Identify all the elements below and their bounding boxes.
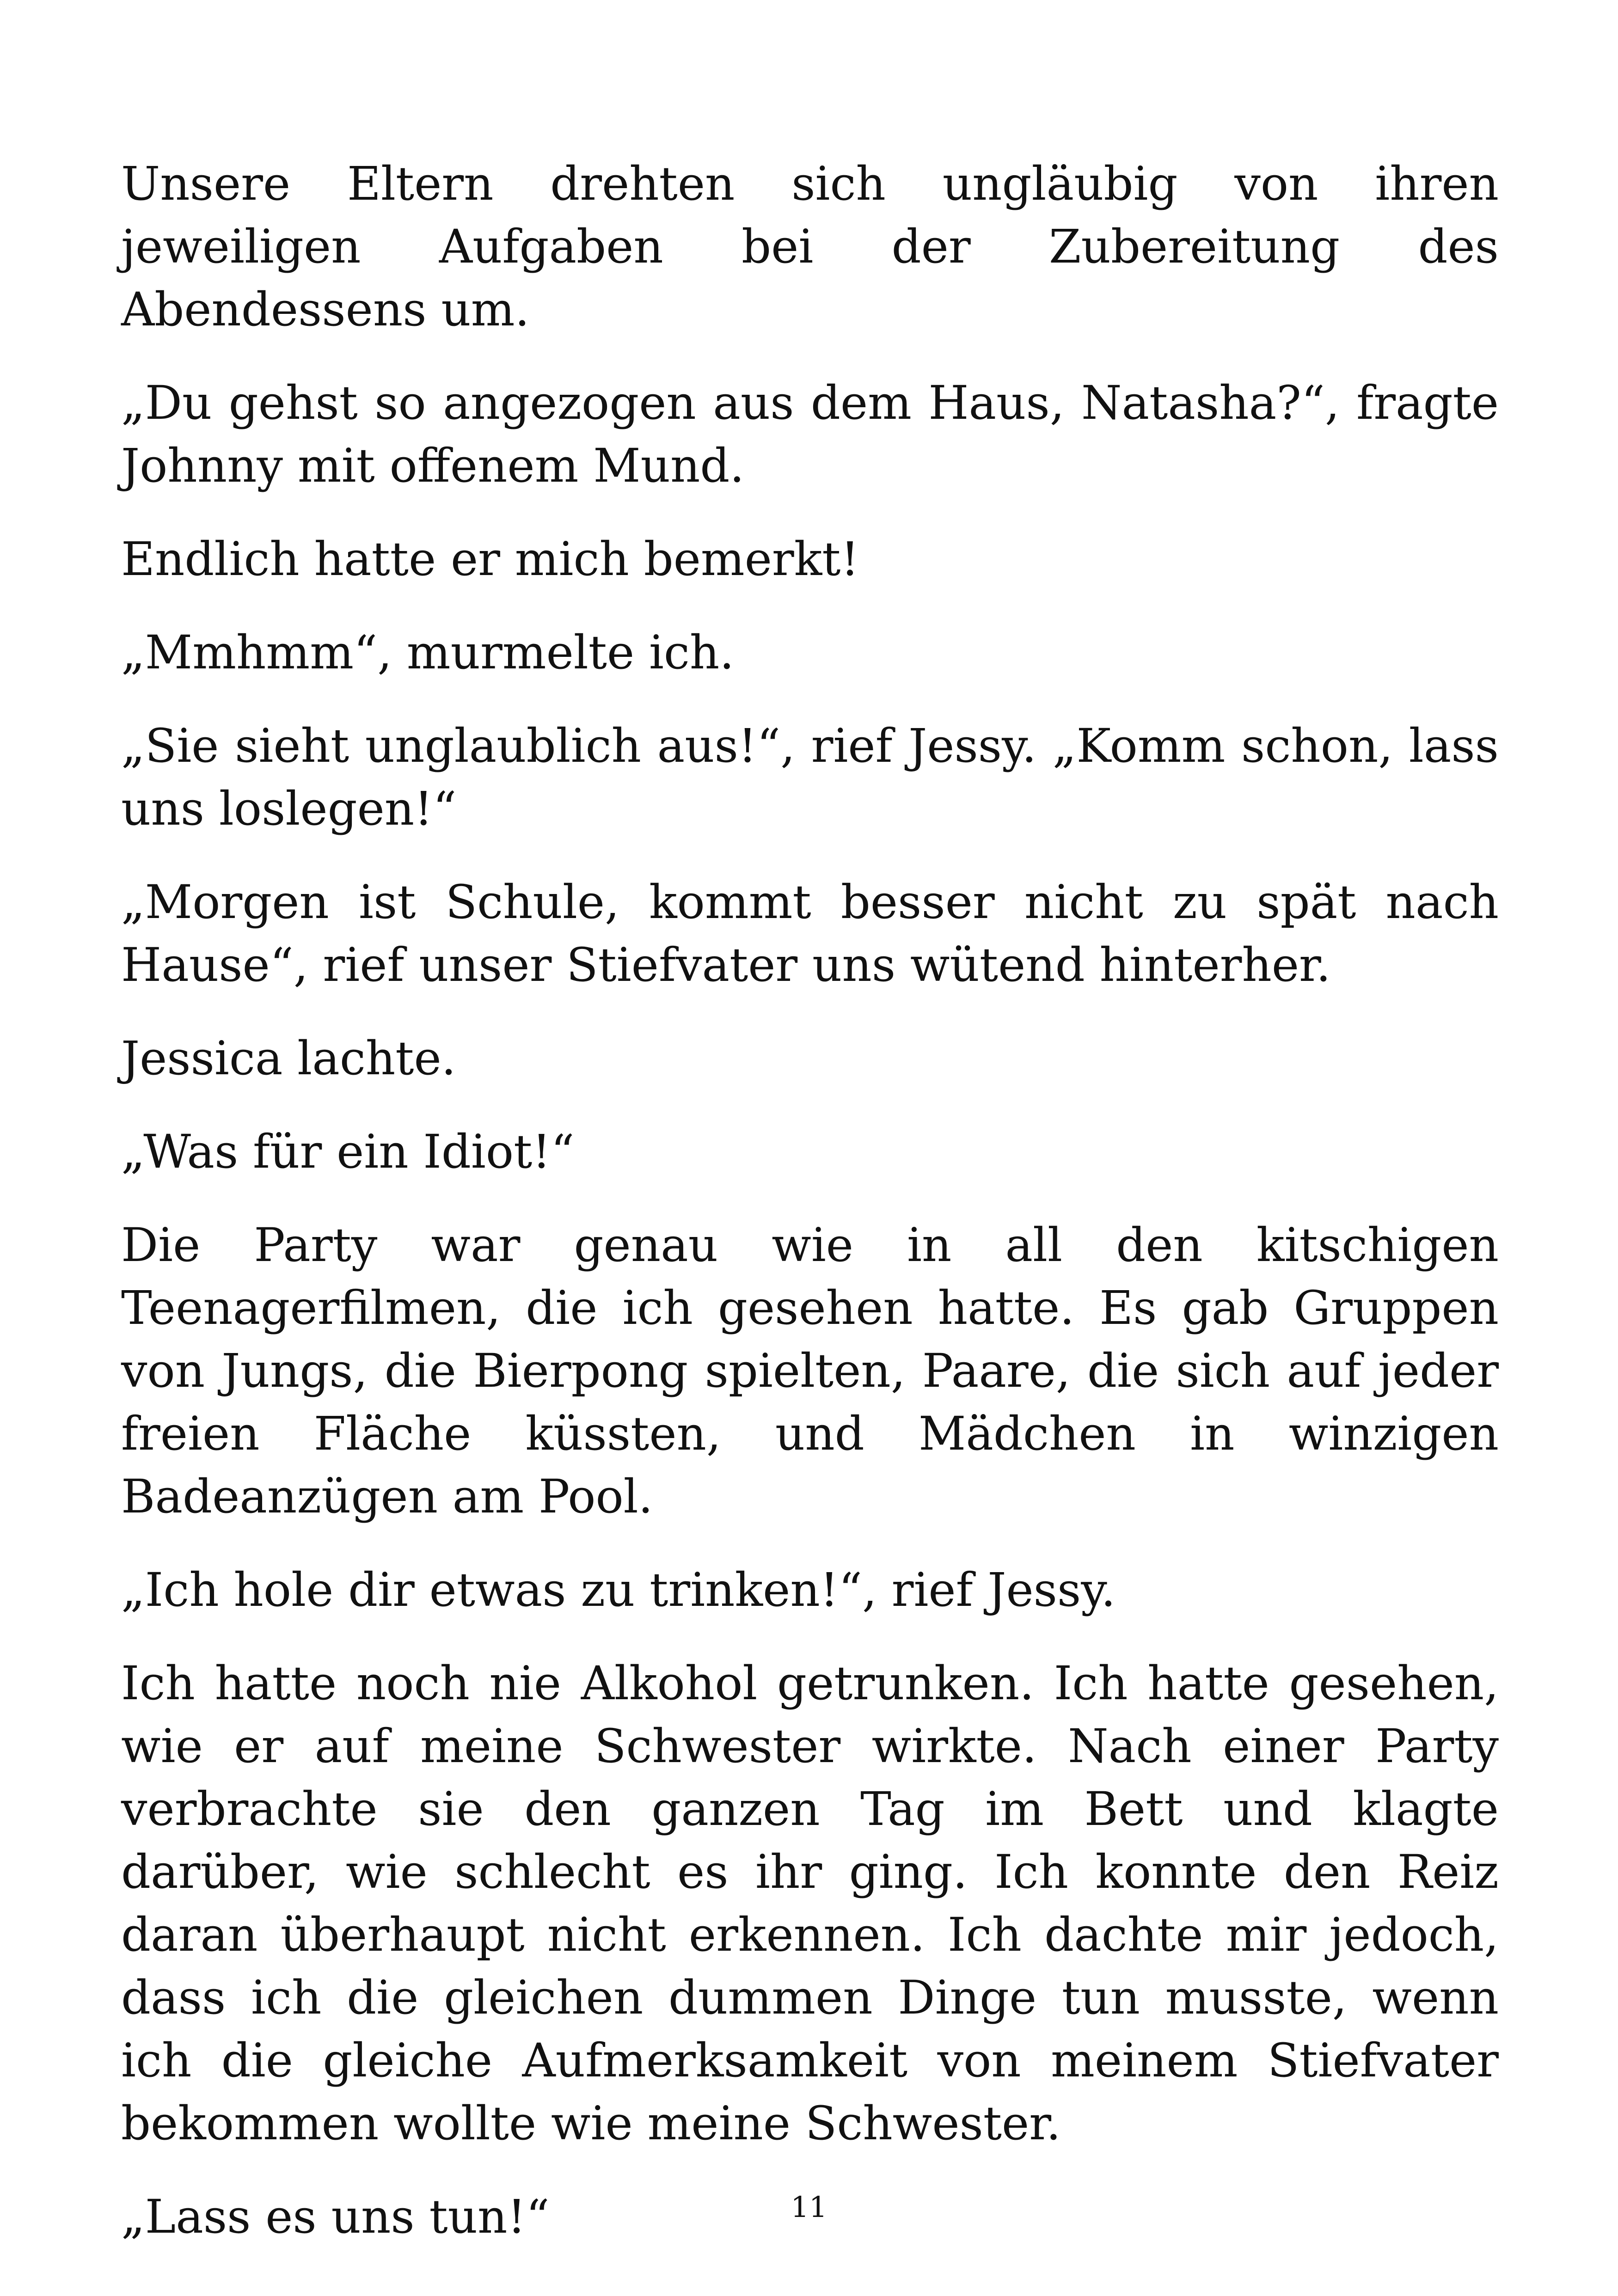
paragraph-3: Endlich hatte er mich bemerkt! <box>121 532 859 586</box>
paragraph-7: Jessica lachte. <box>121 1031 456 1085</box>
paragraph-10: „Ich hole dir etwas zu trinken!“, rief Jessy. <box>121 1563 1116 1617</box>
paragraph-9: Die Party war genau wie in all den kitschigen Teenagerfilmen, die ich gesehen hatte. Es gab Gruppen von Jungs, die Bierpong spielten, Paare, die sich auf jeder freien Fläche küssten, und Mädchen in winzigen Badeanzügen am Pool. <box>121 1218 1499 1524</box>
page-number: 11 <box>791 2190 827 2224</box>
paragraph-2: „Du gehst so angezogen aus dem Haus, Natasha?“, fragte Johnny mit offenem Mund. <box>121 376 1499 493</box>
paragraph-1: Unsere Eltern drehten sich ungläubig von ihren jeweiligen Aufgaben bei der Zubereitung des Abendessens um. <box>121 157 1499 337</box>
paragraph-8: „Was für ein Idiot!“ <box>121 1125 575 1179</box>
paragraph-11: Ich hatte noch nie Alkohol getrunken. Ich hatte gesehen, wie er auf meine Schwester wirkte. Nach einer Party verbrachte sie den ganzen Tag im Bett und klagte darüber, wie schlecht es ihr ging. Ich konnte den Reiz daran überhaupt nicht erkennen. Ich dachte mir jedoch, dass ich die gleichen dummen Dinge tun musste, wenn ich die gleiche Aufmerksamkeit von meinem Stiefvater bekommen wollte wie meine Schwester. <box>121 1656 1499 2150</box>
paragraph-12: „Lass es uns tun!“ <box>121 2190 550 2244</box>
paragraph-5: „Sie sieht unglaublich aus!“, rief Jessy. „Komm schon, lass uns loslegen!“ <box>121 719 1499 836</box>
paragraph-4: „Mmhmm“, murmelte ich. <box>121 625 735 680</box>
paragraph-6: „Morgen ist Schule, kommt besser nicht zu spät nach Hause“, rief unser Stiefvater uns wütend hinterher. <box>121 875 1499 992</box>
page-body <box>121 153 1499 2279</box>
